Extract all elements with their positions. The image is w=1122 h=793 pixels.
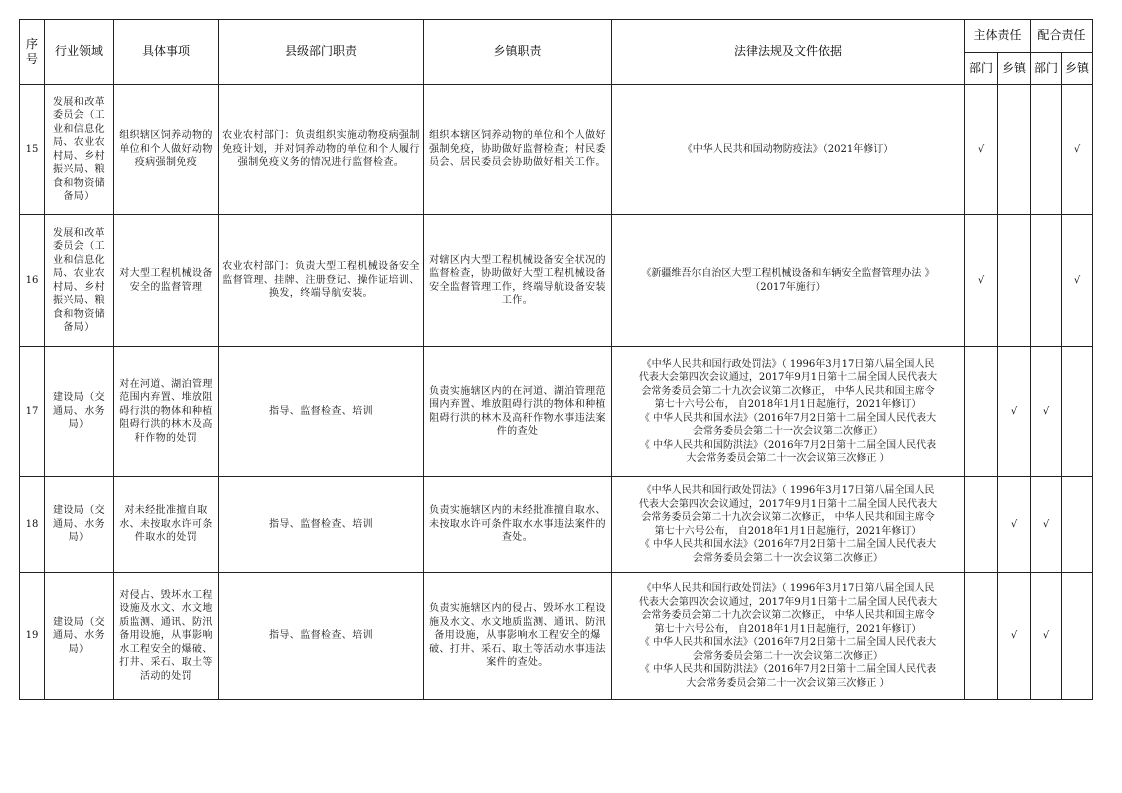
law-line: 《中华人民共和国动物防疫法》（2021年修订） bbox=[682, 143, 894, 155]
cell-town-duty: 组织本辖区饲养动物的单位和个人做好强制免疫，协助做好监督检查；村民委员会、居民委员会协助做好相关工作。 bbox=[424, 85, 612, 215]
law-line: 代表大会第四次会议通过，2017年9月1日第十二届全国人民代表大 bbox=[638, 498, 938, 510]
header-main-dept: 部门 bbox=[965, 53, 998, 85]
cell-coop-dept-check: √ bbox=[1031, 477, 1062, 573]
law-line: 《中华人民共和国行政处罚法》（ 1996年3月17日第八届全国人民 bbox=[641, 485, 935, 496]
law-line: 《新疆维吾尔自治区大型工程机械设备和车辆安全监督管理办法 》 bbox=[641, 268, 935, 279]
law-line: 《中华人民共和国行政处罚法》（ 1996年3月17日第八届全国人民 bbox=[641, 583, 935, 594]
cell-coop-town-check bbox=[1062, 347, 1093, 477]
cell-coop-town-check bbox=[1062, 477, 1093, 573]
cell-town-duty: 负责实施辖区内的侵占、毁坏水工程设施及水文、水文地质监测、通讯、防汛备用设施，从事影响水工程安全的爆破、打井、采石、取土等活动水事违法案件的查处。 bbox=[424, 573, 612, 700]
cell-main-town-check: √ bbox=[998, 347, 1031, 477]
cell-industry: 发展和改革委员会（工业和信息化局、农业农村局、乡村振兴局、粮食和物资储备局） bbox=[45, 85, 114, 215]
header-coop-responsibility: 配合责任 bbox=[1031, 20, 1093, 53]
header-coop-dept: 部门 bbox=[1031, 53, 1062, 85]
cell-law-basis bbox=[612, 477, 965, 573]
cell-town-duty: 负责实施辖区内的在河道、湖泊管理范围内弃置、堆放阻碍行洪的物体和种植阻碍行洪的林木及高秆作物水事违法案件的查处 bbox=[424, 347, 612, 477]
cell-main-dept-check: √ bbox=[965, 215, 998, 347]
cell-seq: 17 bbox=[20, 347, 45, 477]
cell-coop-dept-check: √ bbox=[1031, 347, 1062, 477]
law-line: 会常务委员会第二十九次会议第二次修正， 中华人民共和国主席令 bbox=[641, 385, 935, 397]
cell-law-basis bbox=[612, 347, 965, 477]
responsibility-table bbox=[19, 19, 1093, 700]
cell-seq: 18 bbox=[20, 477, 45, 573]
cell-industry: 建设局（交通局、水务局） bbox=[45, 573, 114, 700]
header-law-basis: 法律法规及文件依据 bbox=[612, 20, 965, 85]
law-line: （2017年施行） bbox=[750, 281, 826, 293]
table-row bbox=[20, 85, 1093, 215]
law-line: 大会常务委员会第二十一次会议第三次修正 ） bbox=[686, 453, 890, 464]
law-line: 第七十六号公布， 自2018年1月1日起施行，2021年修订） bbox=[654, 623, 922, 635]
law-line: 第七十六号公布， 自2018年1月1日起施行，2021年修订） bbox=[654, 399, 922, 410]
cell-main-town-check: √ bbox=[998, 573, 1031, 700]
cell-industry: 建设局（交通局、水务局） bbox=[45, 347, 114, 477]
cell-main-dept-check bbox=[965, 477, 998, 573]
cell-town-duty: 对辖区内大型工程机械设备安全状况的监督检查，协助做好大型工程机械设备安全监督管理工作，终端导航设备安装工作。 bbox=[424, 215, 612, 347]
law-line: 《 中华人民共和国水法》（2016年7月2日第十二届全国人民代表大 bbox=[639, 637, 937, 648]
cell-county-duty: 农业农村部门：负责组织实施动物疫病强制免疫计划，并对饲养动物的单位和个人履行强制免疫义务的情况进行监督检查。 bbox=[219, 85, 424, 215]
law-line: 第七十六号公布， 自2018年1月1日起施行，2021年修订） bbox=[654, 525, 922, 537]
law-line: 代表大会第四次会议通过，2017年9月1日第十二届全国人民代表大 bbox=[638, 596, 938, 608]
table-row bbox=[20, 573, 1093, 700]
header-county-duty: 县级部门职责 bbox=[219, 20, 424, 85]
cell-item: 对未经批准擅自取水、未按取水许可条件取水的处罚 bbox=[114, 477, 219, 573]
law-line: 会常务委员会第二十一次会议第二次修正） bbox=[693, 650, 883, 662]
cell-town-duty: 负责实施辖区内的未经批准擅自取水、未按取水许可条件取水水事违法案件的查处。 bbox=[424, 477, 612, 573]
law-line: 《中华人民共和国行政处罚法》（ 1996年3月17日第八届全国人民 bbox=[641, 358, 935, 370]
cell-coop-dept-check bbox=[1031, 85, 1062, 215]
cell-seq: 15 bbox=[20, 85, 45, 215]
law-line: 会常务委员会第二十九次会议第二次修正， 中华人民共和国主席令 bbox=[641, 610, 935, 621]
cell-law-basis bbox=[612, 573, 965, 700]
header-main-responsibility: 主体责任 bbox=[965, 20, 1031, 53]
cell-law-basis bbox=[612, 85, 965, 215]
law-line: 《 中华人民共和国防洪法》（2016年7月2日第十二届全国人民代表 bbox=[639, 439, 937, 451]
cell-item: 对大型工程机械设备安全的监督管理 bbox=[114, 215, 219, 347]
cell-coop-dept-check: √ bbox=[1031, 573, 1062, 700]
cell-main-town-check bbox=[998, 85, 1031, 215]
cell-industry: 建设局（交通局、水务局） bbox=[45, 477, 114, 573]
cell-county-duty: 农业农村部门：负责大型工程机械设备安全监督管理、挂牌、注册登记、操作证培训、换发，终端导航安装。 bbox=[219, 215, 424, 347]
law-line: 会常务委员会第二十九次会议第二次修正， 中华人民共和国主席令 bbox=[641, 512, 935, 523]
table-row bbox=[20, 477, 1093, 573]
header-seq: 序号 bbox=[20, 20, 45, 85]
cell-coop-dept-check bbox=[1031, 215, 1062, 347]
cell-main-dept-check bbox=[965, 347, 998, 477]
cell-county-duty: 指导、监督检查、培训 bbox=[219, 347, 424, 477]
cell-coop-town-check bbox=[1062, 573, 1093, 700]
header-industry: 行业领域 bbox=[45, 20, 114, 85]
table-row bbox=[20, 215, 1093, 347]
law-line: 《 中华人民共和国防洪法》（2016年7月2日第十二届全国人民代表 bbox=[639, 664, 937, 675]
cell-item: 组织辖区饲养动物的单位和个人做好动物疫病强制免疫 bbox=[114, 85, 219, 215]
cell-seq: 19 bbox=[20, 573, 45, 700]
cell-coop-town-check: √ bbox=[1062, 215, 1093, 347]
law-line: 代表大会第四次会议通过，2017年9月1日第十二届全国人民代表大 bbox=[638, 372, 938, 383]
cell-main-dept-check bbox=[965, 573, 998, 700]
law-line: 大会常务委员会第二十一次会议第三次修正 ） bbox=[686, 677, 890, 689]
cell-county-duty: 指导、监督检查、培训 bbox=[219, 477, 424, 573]
cell-main-dept-check: √ bbox=[965, 85, 998, 215]
table-body bbox=[20, 85, 1093, 700]
header-main-town: 乡镇 bbox=[998, 53, 1031, 85]
cell-seq: 16 bbox=[20, 215, 45, 347]
header-item: 具体事项 bbox=[114, 20, 219, 85]
cell-main-town-check: √ bbox=[998, 477, 1031, 573]
cell-item: 对侵占、毁坏水工程设施及水文、水文地质监测、通讯、防汛备用设施，从事影响水工程安全的爆破、打井、采石、取土等活动的处罚 bbox=[114, 573, 219, 700]
table-row bbox=[20, 347, 1093, 477]
cell-county-duty: 指导、监督检查、培训 bbox=[219, 573, 424, 700]
cell-law-basis bbox=[612, 215, 965, 347]
law-line: 会常务委员会第二十一次会议第二次修正） bbox=[693, 426, 883, 437]
header-town-duty: 乡镇职责 bbox=[424, 20, 612, 85]
law-line: 会常务委员会第二十一次会议第二次修正） bbox=[693, 552, 883, 564]
cell-industry: 发展和改革委员会（工业和信息化局、农业农村局、乡村振兴局、粮食和物资储备局） bbox=[45, 215, 114, 347]
law-line: 《 中华人民共和国水法》（2016年7月2日第十二届全国人民代表大 bbox=[639, 539, 937, 550]
header-coop-town: 乡镇 bbox=[1062, 53, 1093, 85]
cell-coop-town-check: √ bbox=[1062, 85, 1093, 215]
cell-main-town-check bbox=[998, 215, 1031, 347]
table-header bbox=[20, 20, 1093, 85]
law-line: 《 中华人民共和国水法》（2016年7月2日第十二届全国人民代表大 bbox=[639, 412, 937, 424]
cell-item: 对在河道、湖泊管理范围内弃置、堆放阻碍行洪的物体和种植阻碍行洪的林木及高秆作物的处罚 bbox=[114, 347, 219, 477]
